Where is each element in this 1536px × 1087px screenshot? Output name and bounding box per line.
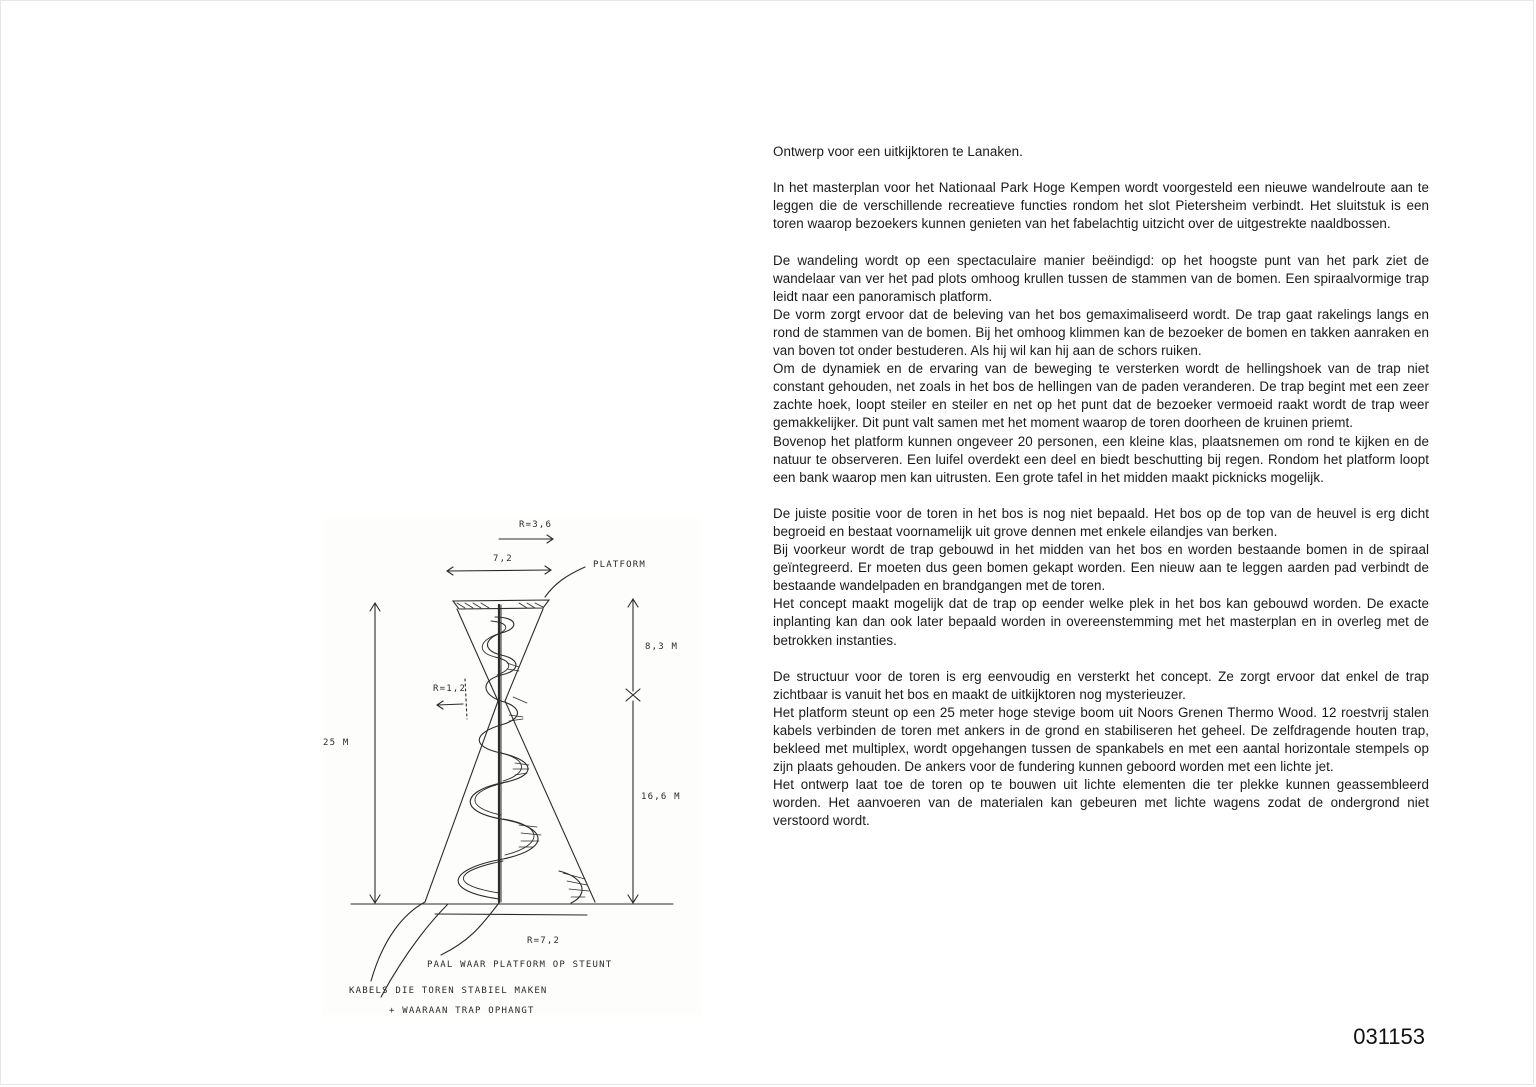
sketch-label-lower-height: 16,6 M [641,792,681,802]
paragraph-walk: De wandeling wordt op een spectaculaire manier beëindigd: op het hoogste punt van het park ziet de wandelaar van ver het pad plots omhoog krullen tussen de stammen van de bomen. Een spiraalvormige trap leidt naar een panoramisch platform. [773,252,1429,304]
tower-sketch-drawing [323,519,701,1015]
paragraph-assembly: Het ontwerp laat toe de toren op te bouwen uit lichte elementen die ter plekke kunnen geassembleerd worden. Het aanvoeren van de materialen kan gebeuren met lichte wagens zodat de ondergrond niet verstoord wordt. [773,777,1429,829]
sketch-label-total-height: 25 M [323,738,350,748]
document-title: Ontwerp voor een uitkijktoren te Lanaken. [773,144,1023,159]
paragraph-preference: Bij voorkeur wordt de trap gebouwd in het midden van het bos en worden bestaande bomen in de spiraal geïntegreerd. Er moeten dus geen bomen gekapt worden. Een nieuw aan te leggen aarden pad verbindt de bestaande wandelpaden en brandgangen met de toren. [773,542,1429,594]
sketch-label-base-radius: R=7,2 [527,936,561,946]
body-text [773,143,1429,831]
sketch-label-top-width: 7,2 [493,554,513,564]
paragraph-dynamics: Om de dynamiek en de ervaring van de beweging te versterken wordt de hellingshoek van de trap niet constant gehouden, net zoals in het bos de hellingen van de paden veranderen. De trap begint met een zeer zachte hoek, loopt steiler en steiler en net op het punt dat de bezoeker vermoeid raakt wordt de trap weer gemakkelijker. Dit punt valt samen met het moment waarop de toren doorheen de kruinen priemt. [773,361,1429,431]
spacer [773,233,1429,251]
spacer [773,650,1429,668]
sketch-label-top-radius: R=3,6 [519,520,553,530]
page-number: 031153 [1353,1024,1425,1049]
spacer [773,161,1429,179]
tower-sketch [323,519,701,1015]
sketch-note-pole: PAAL WAAR PLATFORM OP STEUNT [427,960,613,970]
spacer [773,487,1429,505]
paragraph-intro: In het masterplan voor het Nationaal Park Hoge Kempen wordt voorgesteld een nieuwe wandelroute aan te leggen die de verschillende recreatieve functies rondom het slot Pietersheim verbindt. Het sluitstuk is een toren waarop bezoekers kunnen genieten van het fabelachtig uitzicht over de uitgestrekte naaldbossen. [773,180,1429,232]
paragraph-structure: De structuur voor de toren is erg eenvoudig en versterkt het concept. Ze zorgt ervoor dat enkel de trap zichtbaar is vanuit het bos en maakt de uitkijktoren nog mysterieuzer. [773,668,1429,702]
paragraph-form: De vorm zorgt ervoor dat de beleving van het bos gemaximaliseerd wordt. De trap gaat rakelings langs en rond de stammen van de bomen. Bij het omhoog klimmen kan de bezoeker de bomen en takken aanraken en van boven tot onder bestuderen. Als hij wil kan hij aan de schors ruiken. [773,306,1429,359]
sketch-label-platform: PLATFORM [593,560,646,570]
sketch-label-upper-height: 8,3 M [645,642,679,652]
paragraph-position: De juiste positie voor de toren in het bos is nog niet bepaald. Het bos op de top van de heuvel is erg dicht begroeid en bestaat voornamelijk uit grove dennen met enkele eilandjes van berken. [773,505,1429,539]
sketch-label-inner-radius: R=1,2 [433,684,467,694]
paragraph-platform: Bovenop het platform kunnen ongeveer 20 personen, een kleine klas, plaatsnemen om rond te kijken en de natuur te observeren. Een luifel overdekt een deel en biedt beschutting bij regen. Rondom het platform loopt een bank waarop men kan uitrusten. Een grote tafel in het midden maakt picknicks mogelijk. [773,433,1429,485]
sketch-note-cables-1: KABELS DIE TOREN STABIEL MAKEN [349,986,548,996]
paragraph-construction: Het platform steunt op een 25 meter hoge stevige boom uit Noors Grenen Thermo Wood. 12 roestvrij stalen kabels verbinden de toren met ankers in de grond en stabiliseren het geheel. De zelfdragende houten trap, bekleed met multiplex, wordt opgehangen tussen de spankabels en met een aantal horizontale stempels op zijn plaats gehouden. De ankers voor de fundering kunnen geboord worden met een lichte jet. [773,704,1429,775]
paragraph-concept: Het concept maakt mogelijk dat de trap op eender welke plek in het bos kan gebouwd worden. De exacte inplanting kan dan ook later bepaald worden in overeenstemming met het masterplan en in overleg met de betrokken instanties. [773,596,1429,648]
sketch-note-cables-2: + WAARAAN TRAP OPHANGT [389,1006,535,1015]
